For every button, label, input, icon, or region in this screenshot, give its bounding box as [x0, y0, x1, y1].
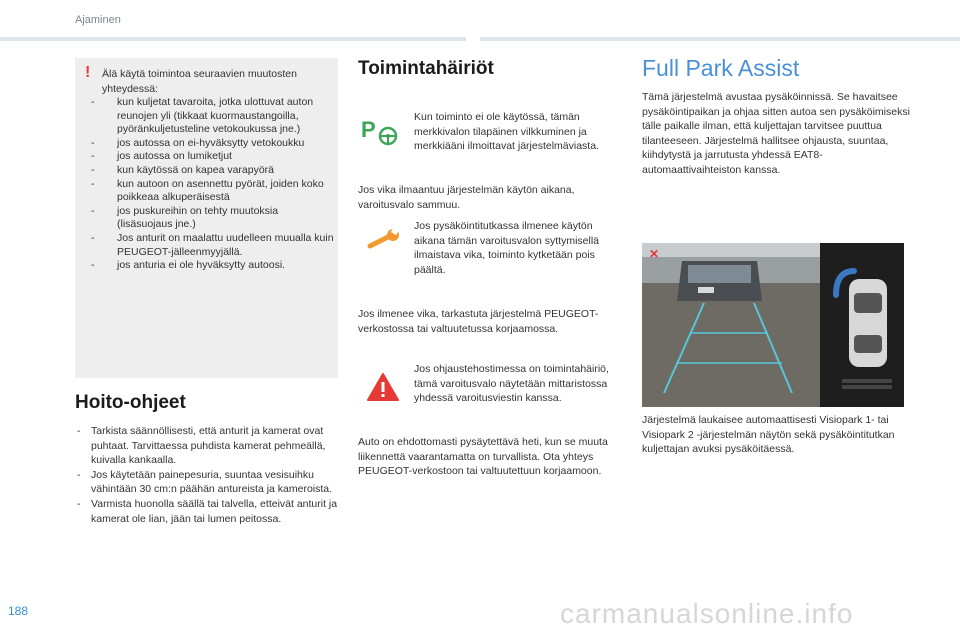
warning-mark-icon: !: [85, 64, 91, 81]
full-park-assist-heading: Full Park Assist: [642, 55, 800, 81]
malfunctions-heading: Toimintahäiriöt: [358, 58, 494, 79]
malfunction-para-1: Jos vika ilmaantuu järjestelmän käytön aikana, varoitusvalo sammuu.: [358, 184, 575, 211]
list-item: - Jos anturit on maalattu uudelleen muualla kuin PEUGEOT-jälleenmyyjällä.: [86, 232, 334, 259]
indicator-text-2: Jos pysäköintitutkassa ilmenee käytön aikana tämän varoitusvalon syttymisellä ilmaistava vika, toiminto kytketään pois päältä.: [414, 220, 600, 276]
care-list: [75, 424, 343, 526]
warning-intro: Älä käytä toimintoa seuraavien muutosten yhteydessä:: [102, 68, 297, 95]
section-label: Ajaminen: [75, 14, 121, 26]
indicator-text-1: Kun toiminto ei ole käytössä, tämän merkkivalon tilapäinen vilkkuminen ja merkkiääni ilmoittavat järjestelmäviasta.: [414, 111, 599, 153]
warning-triangle-icon: [366, 372, 400, 402]
list-item: - Tarkista säännöllisesti, että anturit ja kamerat ovat puhtaat. Tarvittaessa puhdista kamerat pehmeällä, kuivalla kankaalla.: [75, 424, 343, 468]
header-rule-right: [480, 37, 960, 41]
malfunction-para-3: Auto on ehdottomasti pysäytettävä heti, kun se muuta liikennettä vaarantamatta on turvallista. Ota yhteys PEUGEOT-verkostoon tai valtuutettuun korjaamoon.: [358, 436, 608, 478]
malfunction-para-2: Jos ilmenee vika, tarkastuta järjestelmä PEUGEOT-verkostossa tai valtuutetussa korjaamossa.: [358, 308, 599, 335]
list-item: - jos autossa on lumiketjut: [86, 150, 334, 164]
care-heading: Hoito-ohjeet: [75, 392, 186, 413]
svg-text:P: P: [361, 117, 376, 142]
list-item: - jos autossa on ei-hyväksytty vetokoukku: [86, 137, 334, 151]
page-number: 188: [8, 604, 29, 618]
list-item: - jos puskureihin on tehty muutoksia (lisäsuojaus jne.): [86, 205, 334, 232]
list-item: - kun käytössä on kapea varapyörä: [86, 164, 334, 178]
fpa-intro: Tämä järjestelmä avustaa pysäköinnissä. Se havaitsee pysäköintipaikan ja ohjaa sitten autoa sen pysäköimiseksi tälle paikalle ilman, että kuljettajan tarvitsee puuttua tilanteeseen. Järjestelmä hallitsee ohjausta, suuntaa, kiihdytystä ja jarrutusta yhdessä EAT8-automaattivaihteiston kanssa.: [642, 91, 910, 176]
wrench-icon: [366, 228, 402, 252]
list-item: - kun autoon on asennettu pyörät, joiden koko poikkeaa alkuperäisestä: [86, 178, 334, 205]
fpa-note: Järjestelmä laukaisee automaattisesti Visiopark 1- tai Visiopark 2 -järjestelmän näytön sekä pysäköintitutkan kuljettajan avuksi pysäköitäessä.: [642, 414, 895, 456]
header-rule: [0, 37, 466, 41]
indicator-text-3: Jos ohjaustehostimessa on toimintahäiriö, tämä varoitusvalo näytetään mittaristossa yhdessä varoitusviestin kanssa.: [414, 363, 609, 405]
close-icon: ✕: [649, 247, 660, 261]
list-item: - jos anturia ei ole hyväksytty autoosi.: [86, 259, 334, 273]
list-item: - kun kuljetat tavaroita, jotka ulottuvat auton reunojen yli (tikkaat kuormaustangoilla, pyöränkuljetusteline vetokoukussa jne.): [86, 96, 334, 137]
warning-list: [86, 96, 334, 273]
watermark: carmanualsonline.info: [560, 598, 854, 629]
parking-steering-icon: [361, 115, 401, 149]
list-item: - Varmista huonolla säällä tai talvella, etteivät anturit ja kamerat ole lian, jään tai lumen peitossa.: [75, 497, 343, 526]
rear-camera-image: [642, 243, 904, 407]
list-item: - Jos käytetään painepesuria, suuntaa vesisuihku vähintään 30 cm:n päähän antureista ja kameroista.: [75, 468, 343, 497]
